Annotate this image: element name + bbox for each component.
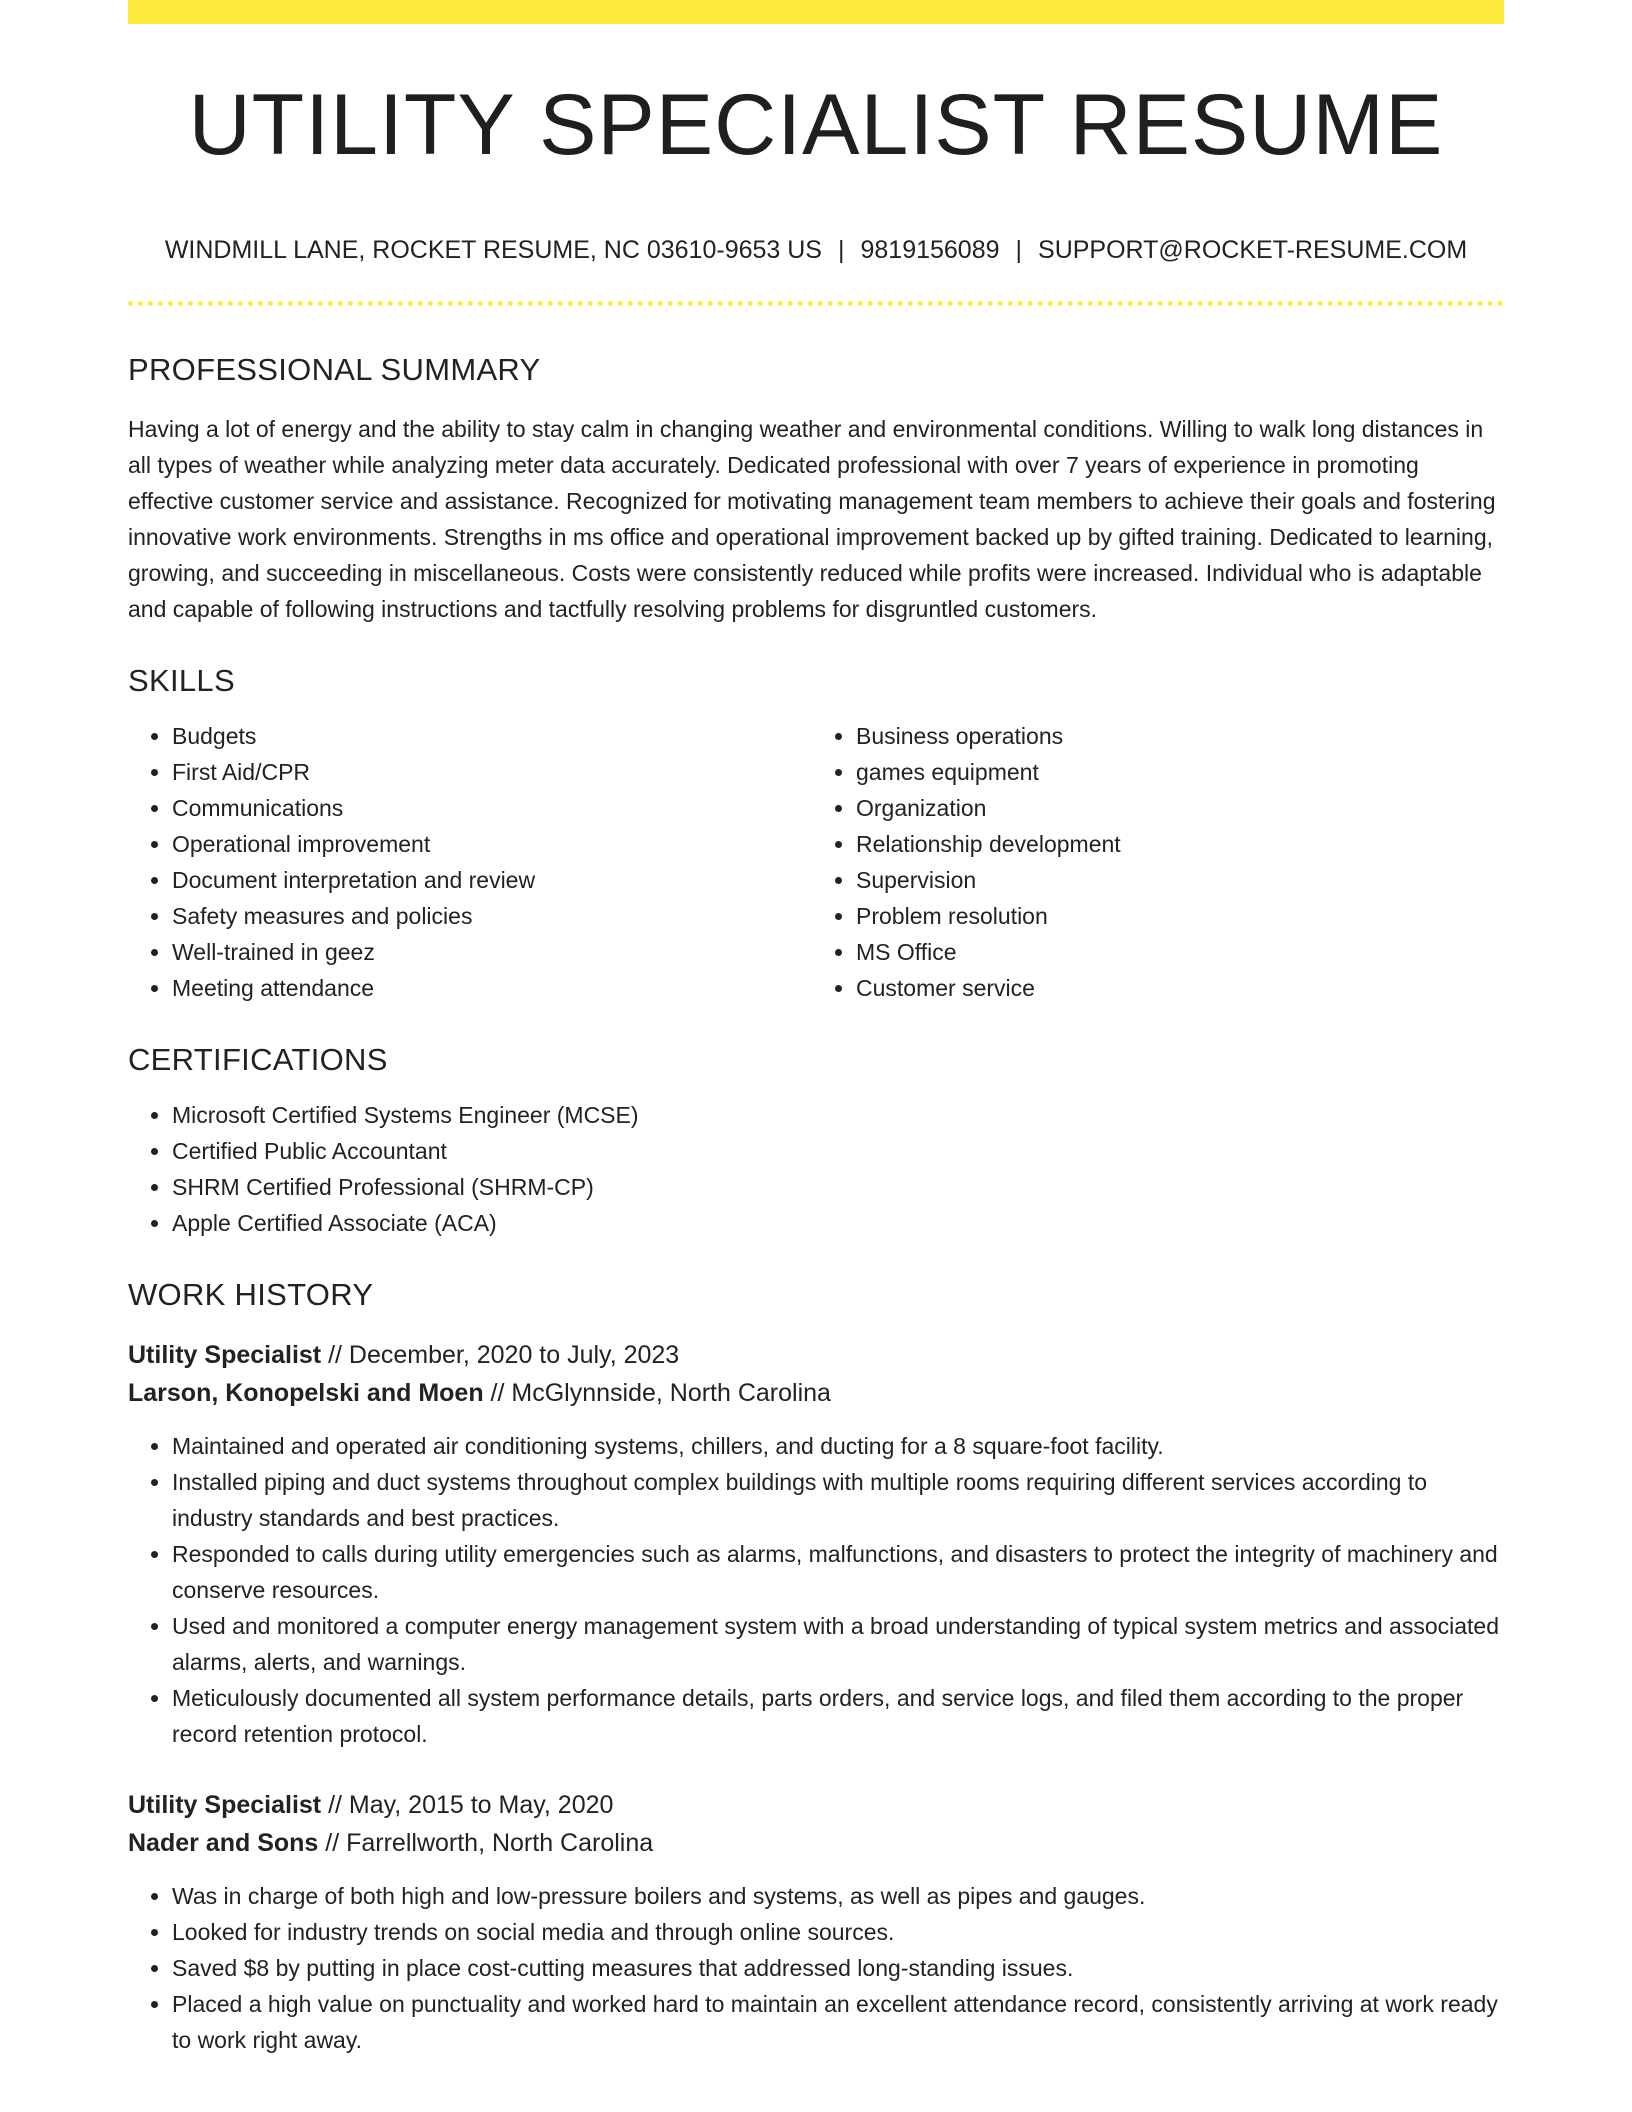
skill-item: • Communications: [172, 790, 806, 826]
job-bullet: • Responded to calls during utility emergencies such as alarms, malfunctions, and disasters to protect the integrity of machinery and conserve resources.: [172, 1536, 1504, 1608]
summary-text: Having a lot of energy and the ability to stay calm in changing weather and environmental conditions. Willing to walk long distances in all types of weather while analyzing meter data accurately. Dedicated professional with over 7 years of experience in promoting effective customer service and assistance. Recognized for motivating management team members to achieve their goals and fostering innovative work environments. Strengths in ms office and operational improvement backed up by gifted training. Dedicated to learning, growing, and succeeding in miscellaneous. Costs were consistently reduced while profits were increased. Individual who is adaptable and capable of following instructions and tactfully resolving problems for disgruntled customers.: [128, 416, 1496, 622]
job-role: Utility Specialist: [128, 1791, 322, 1819]
summary-heading: PROFESSIONAL SUMMARY: [128, 352, 541, 387]
contact-phone: 9819156089: [860, 236, 1000, 264]
job-location: // Farrellworth, North Carolina: [318, 1829, 654, 1857]
job-bullets: [128, 1878, 1504, 2058]
skill-item: • MS Office: [856, 934, 1490, 970]
skills-list-right: [806, 718, 1490, 1006]
certification-item: • Apple Certified Associate (ACA): [172, 1205, 1504, 1241]
job-bullet: • Was in charge of both high and low-pressure boilers and systems, as well as pipes and gauges.: [172, 1878, 1504, 1914]
skills-list-left: [128, 718, 806, 1006]
job-company-line: [128, 1824, 1504, 1862]
job-bullet: • Meticulously documented all system performance details, parts orders, and service logs, and filed them according to the proper record retention protocol.: [172, 1680, 1504, 1752]
skill-item: • Problem resolution: [856, 898, 1490, 934]
skill-item: • Document interpretation and review: [172, 862, 806, 898]
skill-item: • Operational improvement: [172, 826, 806, 862]
skill-item: • First Aid/CPR: [172, 754, 806, 790]
job-role: Utility Specialist: [128, 1341, 322, 1369]
job-dates: // May, 2015 to May, 2020: [321, 1791, 614, 1819]
skill-item: • Supervision: [856, 862, 1490, 898]
job-role-line: [128, 1336, 1504, 1374]
skills-heading: SKILLS: [128, 663, 235, 698]
job-bullet: • Installed piping and duct systems throughout complex buildings with multiple rooms requiring different services according to industry standards and best practices.: [172, 1464, 1504, 1536]
skill-item: • Organization: [856, 790, 1490, 826]
job-bullet: • Looked for industry trends on social media and through online sources.: [172, 1914, 1504, 1950]
job-bullets: [128, 1428, 1504, 1752]
job-dates: // December, 2020 to July, 2023: [321, 1341, 680, 1369]
job-entry: [128, 1786, 1504, 2058]
skill-item: • Customer service: [856, 970, 1490, 1006]
certification-item: • SHRM Certified Professional (SHRM-CP): [172, 1169, 1504, 1205]
job-bullet: • Saved $8 by putting in place cost-cutting measures that addressed long-standing issues.: [172, 1950, 1504, 1986]
skill-item: • Meeting attendance: [172, 970, 806, 1006]
job-location: // McGlynnside, North Carolina: [483, 1379, 831, 1407]
job-role-line: [128, 1786, 1504, 1824]
contact-email: SUPPORT@ROCKET-RESUME.COM: [1038, 236, 1468, 264]
skill-item: • Business operations: [856, 718, 1490, 754]
certification-item: • Certified Public Accountant: [172, 1133, 1504, 1169]
dotted-divider: [128, 301, 1504, 306]
certifications-list: [128, 1097, 1504, 1241]
certifications-heading: CERTIFICATIONS: [128, 1042, 388, 1077]
resume-title: UTILITY SPECIALIST RESUME: [188, 77, 1444, 173]
contact-separator: |: [837, 236, 845, 264]
contact-line: [128, 238, 1504, 263]
work-history-heading: WORK HISTORY: [128, 1277, 374, 1312]
job-bullet: • Used and monitored a computer energy management system with a broad understanding of typical system metrics and associated alarms, alerts, and warnings.: [172, 1608, 1504, 1680]
resume-page: [128, 0, 1504, 2058]
job-entry: [128, 1336, 1504, 1752]
job-bullet: • Maintained and operated air conditioning systems, chillers, and ducting for a 8 square-foot facility.: [172, 1428, 1504, 1464]
skill-item: • Budgets: [172, 718, 806, 754]
skill-item: • Well-trained in geez: [172, 934, 806, 970]
accent-top-bar: [128, 0, 1504, 24]
job-bullet: • Placed a high value on punctuality and worked hard to maintain an excellent attendance record, consistently arriving at work ready to work right away.: [172, 1986, 1504, 2058]
certification-item: • Microsoft Certified Systems Engineer (MCSE): [172, 1097, 1504, 1133]
skill-item: • games equipment: [856, 754, 1490, 790]
contact-separator: |: [1015, 236, 1023, 264]
skills-columns: [128, 718, 1504, 1006]
job-company-line: [128, 1374, 1504, 1412]
job-company: Nader and Sons: [128, 1829, 319, 1857]
job-company: Larson, Konopelski and Moen: [128, 1379, 484, 1407]
skill-item: • Safety measures and policies: [172, 898, 806, 934]
contact-address: WINDMILL LANE, ROCKET RESUME, NC 03610-9653 US: [164, 236, 822, 264]
skill-item: • Relationship development: [856, 826, 1490, 862]
